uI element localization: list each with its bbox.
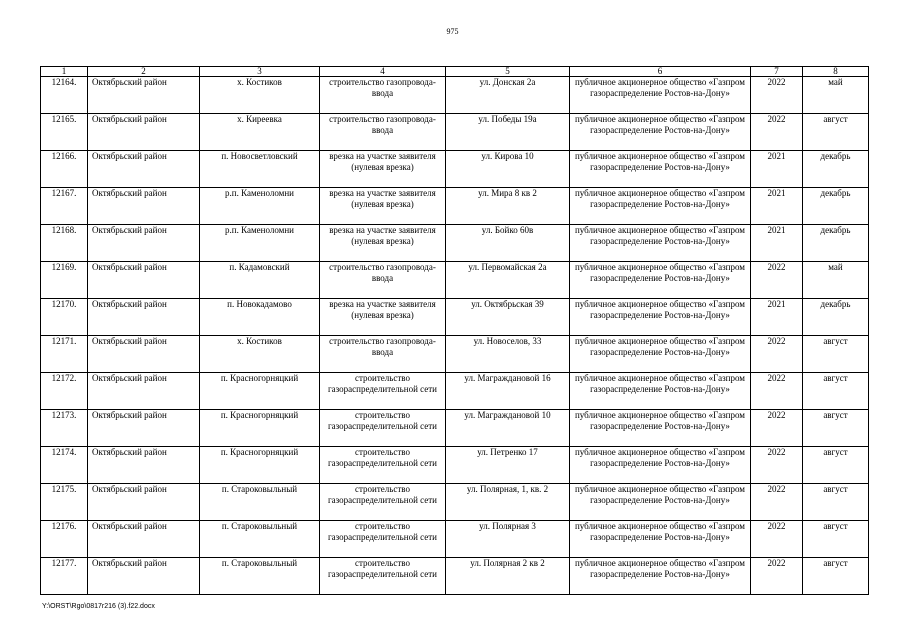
year-cell: 2021 (751, 188, 803, 225)
address-cell: ул. Полярная, 1, кв. 2 (446, 484, 570, 521)
work-type-cell: строительство газораспределительной сети (320, 373, 446, 410)
table-row (41, 77, 869, 114)
settlement-cell: п. Красногорняцкий (200, 373, 320, 410)
year-cell: 2021 (751, 225, 803, 262)
column-header: 1 (41, 67, 88, 77)
organization-cell: публичное акционерное общество «Газпром газораспределение Ростов-на-Дону» (570, 151, 751, 188)
column-header: 8 (803, 67, 869, 77)
table-row (41, 484, 869, 521)
work-type-cell: строительство газопровода-ввода (320, 77, 446, 114)
organization-cell: публичное акционерное общество «Газпром газораспределение Ростов-на-Дону» (570, 336, 751, 373)
file-path-footer: Y:\ORST\Rgo\0817r216 (3).f22.docx (42, 603, 155, 610)
organization-cell: публичное акционерное общество «Газпром газораспределение Ростов-на-Дону» (570, 521, 751, 558)
row-number-cell: 12168. (41, 225, 88, 262)
settlement-cell: х. Киреевка (200, 114, 320, 151)
table-row (41, 373, 869, 410)
organization-cell: публичное акционерное общество «Газпром газораспределение Ростов-на-Дону» (570, 188, 751, 225)
year-cell: 2022 (751, 262, 803, 299)
table-row (41, 225, 869, 262)
row-number-cell: 12177. (41, 558, 88, 595)
district-cell: Октябрьский район (88, 225, 200, 262)
column-header: 2 (88, 67, 200, 77)
table-row (41, 151, 869, 188)
address-cell: ул. Петренко 17 (446, 447, 570, 484)
month-cell: декабрь (803, 299, 869, 336)
settlement-cell: п. Красногорняцкий (200, 447, 320, 484)
district-cell: Октябрьский район (88, 484, 200, 521)
organization-cell: публичное акционерное общество «Газпром газораспределение Ростов-на-Дону» (570, 225, 751, 262)
year-cell: 2022 (751, 521, 803, 558)
settlement-cell: х. Костиков (200, 336, 320, 373)
address-cell: ул. Полярная 3 (446, 521, 570, 558)
month-cell: декабрь (803, 225, 869, 262)
district-cell: Октябрьский район (88, 373, 200, 410)
settlement-cell: р.п. Каменоломни (200, 188, 320, 225)
gasification-table (40, 66, 869, 595)
year-cell: 2021 (751, 151, 803, 188)
work-type-cell: врезка на участке заявителя (нулевая врезка) (320, 188, 446, 225)
address-cell: ул. Мaграждановой 16 (446, 373, 570, 410)
column-header: 3 (200, 67, 320, 77)
year-cell: 2022 (751, 77, 803, 114)
district-cell: Октябрьский район (88, 299, 200, 336)
year-cell: 2022 (751, 410, 803, 447)
address-cell: ул. Кирова 10 (446, 151, 570, 188)
work-type-cell: строительство газопровода-ввода (320, 114, 446, 151)
row-number-cell: 12176. (41, 521, 88, 558)
month-cell: август (803, 373, 869, 410)
organization-cell: публичное акционерное общество «Газпром газораспределение Ростов-на-Дону» (570, 262, 751, 299)
work-type-cell: строительство газораспределительной сети (320, 558, 446, 595)
table-row (41, 299, 869, 336)
month-cell: август (803, 558, 869, 595)
organization-cell: публичное акционерное общество «Газпром газораспределение Ростов-на-Дону» (570, 299, 751, 336)
month-cell: август (803, 484, 869, 521)
year-cell: 2021 (751, 299, 803, 336)
settlement-cell: п. Староковыльный (200, 484, 320, 521)
table-body (41, 77, 869, 595)
year-cell: 2022 (751, 114, 803, 151)
table-row (41, 188, 869, 225)
work-type-cell: врезка на участке заявителя (нулевая врезка) (320, 151, 446, 188)
district-cell: Октябрьский район (88, 188, 200, 225)
work-type-cell: строительство газопровода-ввода (320, 262, 446, 299)
table-row (41, 447, 869, 484)
month-cell: август (803, 447, 869, 484)
year-cell: 2022 (751, 558, 803, 595)
district-cell: Октябрьский район (88, 521, 200, 558)
column-header: 6 (570, 67, 751, 77)
settlement-cell: п. Новокадамово (200, 299, 320, 336)
address-cell: ул. Бойко 60в (446, 225, 570, 262)
year-cell: 2022 (751, 484, 803, 521)
month-cell: август (803, 114, 869, 151)
row-number-cell: 12169. (41, 262, 88, 299)
address-cell: ул. Донская 2а (446, 77, 570, 114)
organization-cell: публичное акционерное общество «Газпром газораспределение Ростов-на-Дону» (570, 114, 751, 151)
table-row (41, 410, 869, 447)
table-row (41, 521, 869, 558)
organization-cell: публичное акционерное общество «Газпром газораспределение Ростов-на-Дону» (570, 484, 751, 521)
month-cell: август (803, 521, 869, 558)
row-number-cell: 12174. (41, 447, 88, 484)
row-number-cell: 12165. (41, 114, 88, 151)
work-type-cell: врезка на участке заявителя (нулевая врезка) (320, 225, 446, 262)
organization-cell: публичное акционерное общество «Газпром газораспределение Ростов-на-Дону» (570, 373, 751, 410)
year-cell: 2022 (751, 336, 803, 373)
organization-cell: публичное акционерное общество «Газпром газораспределение Ростов-на-Дону» (570, 410, 751, 447)
row-number-cell: 12164. (41, 77, 88, 114)
organization-cell: публичное акционерное общество «Газпром газораспределение Ростов-на-Дону» (570, 447, 751, 484)
settlement-cell: р.п. Каменоломни (200, 225, 320, 262)
table-row (41, 262, 869, 299)
district-cell: Октябрьский район (88, 558, 200, 595)
address-cell: ул. Первомайская 2а (446, 262, 570, 299)
settlement-cell: п. Староковыльный (200, 521, 320, 558)
address-cell: ул. Октябрьская 39 (446, 299, 570, 336)
settlement-cell: п. Новосветловский (200, 151, 320, 188)
year-cell: 2022 (751, 373, 803, 410)
page-number: 975 (446, 27, 459, 36)
work-type-cell: врезка на участке заявителя (нулевая врезка) (320, 299, 446, 336)
column-header: 7 (751, 67, 803, 77)
table-row (41, 558, 869, 595)
address-cell: ул. Новоселов, 33 (446, 336, 570, 373)
month-cell: декабрь (803, 188, 869, 225)
table-row (41, 336, 869, 373)
district-cell: Октябрьский район (88, 151, 200, 188)
column-header: 4 (320, 67, 446, 77)
organization-cell: публичное акционерное общество «Газпром газораспределение Ростов-на-Дону» (570, 77, 751, 114)
work-type-cell: строительство газораспределительной сети (320, 447, 446, 484)
address-cell: ул. Маграждановой 10 (446, 410, 570, 447)
address-cell: ул. Мира 8 кв 2 (446, 188, 570, 225)
month-cell: август (803, 336, 869, 373)
organization-cell: публичное акционерное общество «Газпром газораспределение Ростов-на-Дону» (570, 558, 751, 595)
district-cell: Октябрьский район (88, 77, 200, 114)
district-cell: Октябрьский район (88, 336, 200, 373)
district-cell: Октябрьский район (88, 262, 200, 299)
work-type-cell: строительство газораспределительной сети (320, 484, 446, 521)
month-cell: май (803, 262, 869, 299)
month-cell: август (803, 410, 869, 447)
row-number-cell: 12173. (41, 410, 88, 447)
settlement-cell: п. Красногорняцкий (200, 410, 320, 447)
year-cell: 2022 (751, 447, 803, 484)
month-cell: декабрь (803, 151, 869, 188)
address-cell: ул. Победы 19а (446, 114, 570, 151)
column-header: 5 (446, 67, 570, 77)
district-cell: Октябрьский район (88, 114, 200, 151)
row-number-cell: 12170. (41, 299, 88, 336)
settlement-cell: х. Костиков (200, 77, 320, 114)
work-type-cell: строительство газопровода-ввода (320, 336, 446, 373)
row-number-cell: 12172. (41, 373, 88, 410)
table-row (41, 114, 869, 151)
district-cell: Октябрьский район (88, 447, 200, 484)
column-number-row (41, 67, 869, 77)
row-number-cell: 12166. (41, 151, 88, 188)
address-cell: ул. Полярная 2 кв 2 (446, 558, 570, 595)
work-type-cell: строительство газораспределительной сети (320, 521, 446, 558)
settlement-cell: п. Староковыльный (200, 558, 320, 595)
row-number-cell: 12167. (41, 188, 88, 225)
district-cell: Октябрьский район (88, 410, 200, 447)
work-type-cell: строительство газораспределительной сети (320, 410, 446, 447)
settlement-cell: п. Кадамовский (200, 262, 320, 299)
row-number-cell: 12171. (41, 336, 88, 373)
row-number-cell: 12175. (41, 484, 88, 521)
month-cell: май (803, 77, 869, 114)
